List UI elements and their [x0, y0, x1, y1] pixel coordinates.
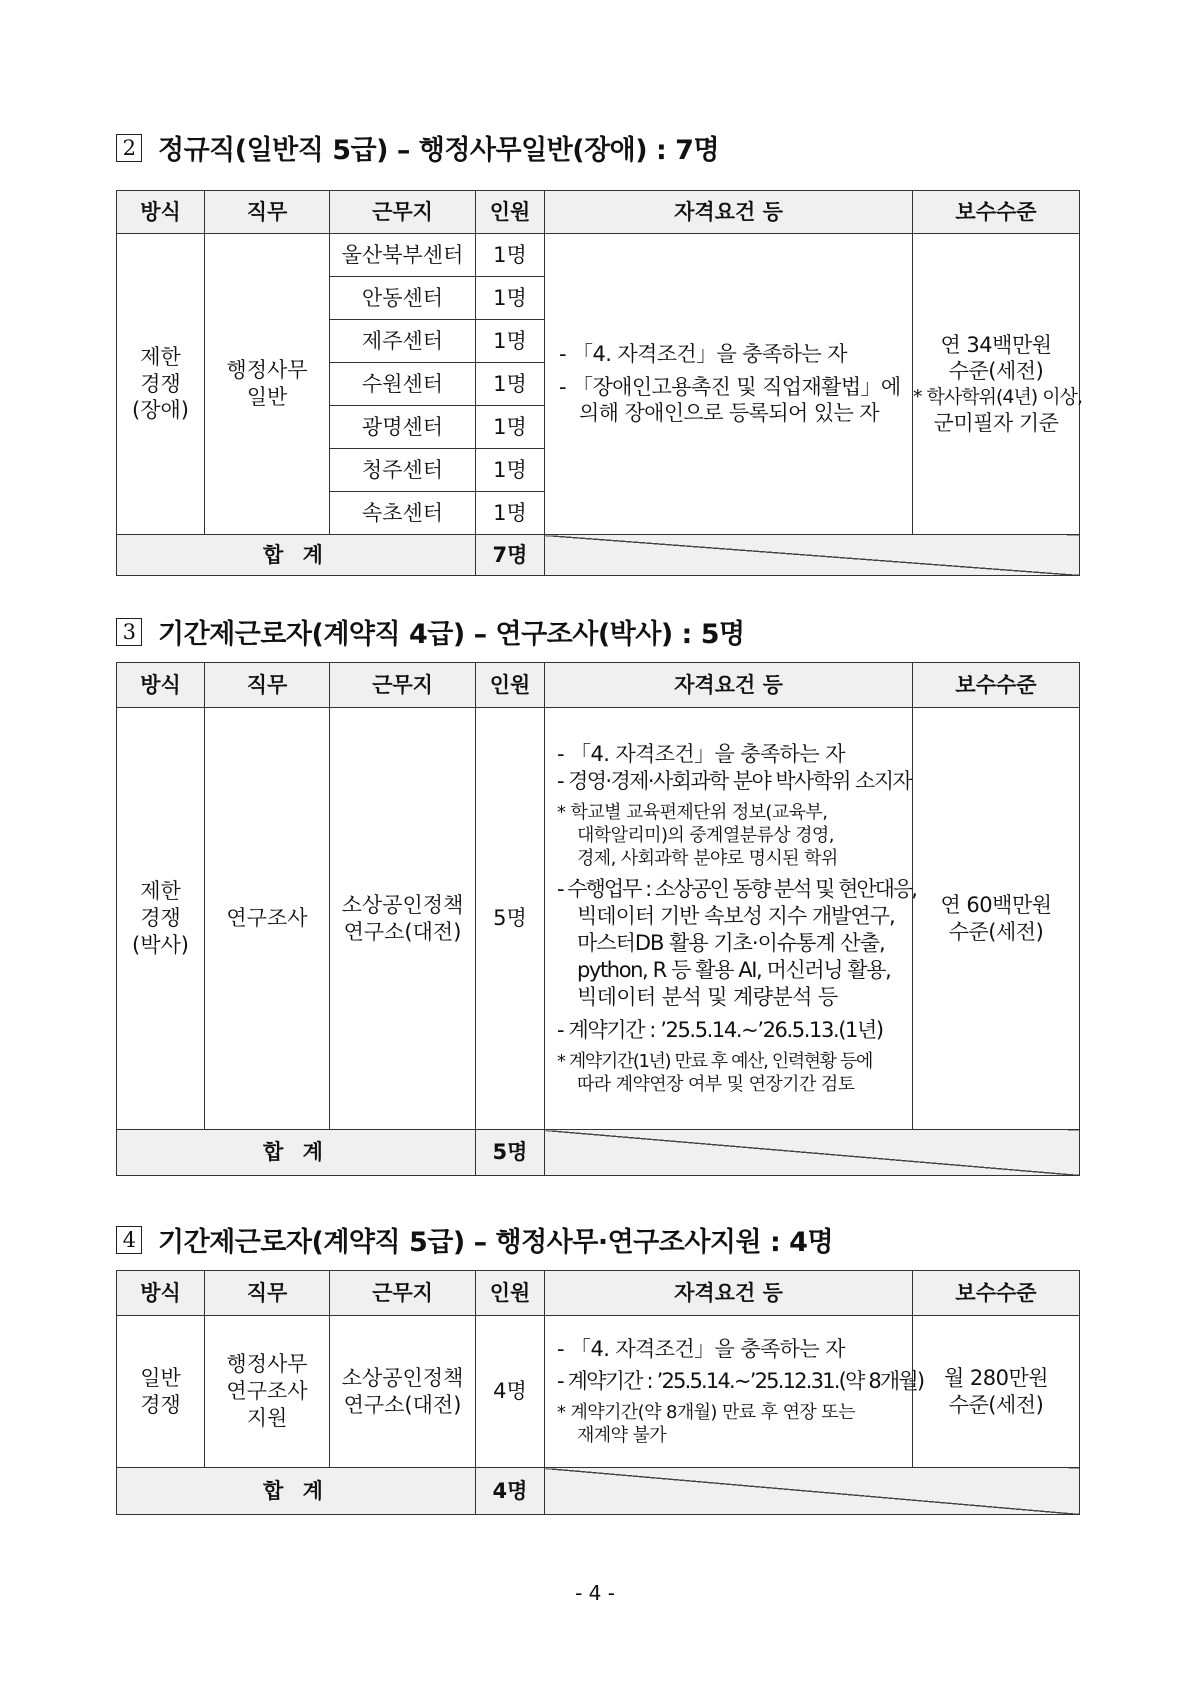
- duty-line: python, R 등 활용 AI, 머신러닝 활용,: [577, 957, 891, 982]
- job-cell: 연구조사: [205, 708, 330, 1130]
- pay-cell: [913, 708, 1080, 1130]
- section-number-box: 3: [116, 618, 142, 646]
- pay-cell: [913, 234, 1083, 535]
- total-value: 4명: [476, 1468, 545, 1515]
- requirement-line: - 경영·경제·사회과학 분야 박사학위 소지자: [557, 769, 912, 794]
- count-cell: 1명: [476, 277, 545, 320]
- requirement-line: - 「4. 자격조건」을 충족하는 자: [557, 1336, 845, 1361]
- section-title-text: 정규직(일반직 5급) – 행정사무일반(장애) : 7명: [158, 135, 720, 166]
- table-header-row: [117, 1271, 1080, 1316]
- total-label: 합 계: [117, 1468, 476, 1515]
- total-label: 합 계: [117, 535, 476, 576]
- count-cell: 1명: [476, 492, 545, 535]
- pay-note: 군미필자 기준: [933, 410, 1059, 435]
- section-3-title: [116, 612, 745, 651]
- header-pay: 보수수준: [913, 191, 1080, 234]
- count-cell: 1명: [476, 363, 545, 406]
- header-job: 직무: [205, 191, 330, 234]
- section-title-text: 기간제근로자(계약직 4급) – 연구조사(박사) : 5명: [158, 619, 745, 650]
- requirement-line: 의해 장애인으로 등록되어 있는 자: [579, 401, 879, 426]
- header-requirements: 자격요건 등: [545, 663, 913, 708]
- method-cell: 일반 경쟁: [117, 1316, 205, 1468]
- job-cell: 행정사무 연구조사 지원: [205, 1316, 330, 1468]
- diagonal-empty-cell: [545, 1468, 1080, 1515]
- requirement-line: - 「4. 자격조건」을 충족하는 자: [559, 341, 847, 366]
- pay-line: 수준(세전): [948, 1392, 1044, 1417]
- pay-note: * 학사학위(4년) 이상,: [913, 386, 1083, 409]
- location-cell: 제주센터: [330, 320, 476, 363]
- total-row: [117, 535, 1080, 576]
- duty-line: 빅데이터 기반 속보성 지수 개발연구,: [577, 904, 895, 929]
- section-number-box: 2: [116, 134, 142, 162]
- duty-line: - 수행업무 : 소상공인 동향 분석 및 현안대응,: [557, 877, 916, 902]
- section-number-box: 4: [116, 1226, 142, 1254]
- duty-line: 마스터DB 활용 기초·이슈통계 산출,: [577, 931, 885, 956]
- header-job: 직무: [205, 1271, 330, 1316]
- total-value: 5명: [476, 1130, 545, 1176]
- note-line: * 계약기간(약 8개월) 만료 후 연장 또는: [557, 1402, 855, 1424]
- method-cell: 제한 경쟁 (박사): [117, 708, 205, 1130]
- header-pay: 보수수준: [913, 1271, 1080, 1316]
- requirement-line: - 「4. 자격조건」을 충족하는 자: [557, 742, 845, 767]
- method-cell: 제한 경쟁 (장애): [117, 234, 205, 535]
- section-3-table: [116, 662, 1080, 1176]
- location-cell: 소상공인정책 연구소(대전): [330, 708, 476, 1130]
- count-cell: 1명: [476, 449, 545, 492]
- requirement-line: - 「장애인고용촉진 및 직업재활법」에: [559, 374, 901, 399]
- diagonal-empty-cell: [545, 1130, 1080, 1176]
- pay-cell: [913, 1316, 1080, 1468]
- header-requirements: 자격요건 등: [545, 1271, 913, 1316]
- location-cell: 수원센터: [330, 363, 476, 406]
- pay-line: 수준(세전): [948, 919, 1044, 944]
- header-requirements: 자격요건 등: [545, 191, 913, 234]
- header-method: 방식: [117, 663, 205, 708]
- header-location: 근무지: [330, 191, 476, 234]
- pay-line: 수준(세전): [948, 359, 1044, 384]
- header-pay: 보수수준: [913, 663, 1080, 708]
- requirements-cell: [545, 708, 916, 1130]
- header-method: 방식: [117, 1271, 205, 1316]
- job-cell: 행정사무 일반: [205, 234, 330, 535]
- header-count: 인원: [476, 191, 545, 234]
- location-cell: 안동센터: [330, 277, 476, 320]
- diagonal-empty-cell: [545, 535, 1080, 576]
- note-line: 경제, 사회과학 분야로 명시된 학위: [577, 848, 838, 870]
- header-method: 방식: [117, 191, 205, 234]
- note-line: 재계약 불가: [577, 1425, 667, 1447]
- location-cell: 소상공인정책 연구소(대전): [330, 1316, 476, 1468]
- section-title-text: 기간제근로자(계약직 5급) – 행정사무·연구조사지원 : 4명: [158, 1227, 834, 1258]
- page-number: - 4 -: [575, 1581, 615, 1605]
- total-value: 7명: [476, 535, 545, 576]
- duty-line: 빅데이터 분석 및 계량분석 등: [577, 984, 838, 1009]
- section-2-table: [116, 190, 1083, 576]
- count-cell: 1명: [476, 320, 545, 363]
- location-cell: 청주센터: [330, 449, 476, 492]
- pay-line: 연 60백만원: [940, 892, 1052, 917]
- total-row: [117, 1130, 1080, 1176]
- total-label: 합 계: [117, 1130, 476, 1176]
- table-header-row: [117, 191, 1080, 234]
- location-cell: 광명센터: [330, 406, 476, 449]
- location-cell: 울산북부센터: [330, 234, 476, 277]
- requirements-cell: [545, 1316, 924, 1468]
- note-line: 따라 계약연장 여부 및 연장기간 검토: [577, 1073, 855, 1095]
- section-4-table: [116, 1270, 1080, 1515]
- section-4-title: [116, 1220, 833, 1259]
- contract-period: - 계약기간 : ’25.5.14.~’26.5.13.(1년): [557, 1017, 883, 1042]
- header-count: 인원: [476, 663, 545, 708]
- note-line: 대학알리미)의 중계열분류상 경영,: [577, 825, 834, 847]
- count-cell: 1명: [476, 234, 545, 277]
- table-row: [117, 708, 1080, 1130]
- pay-line: 월 280만원: [943, 1365, 1049, 1390]
- section-2-title: [116, 128, 719, 167]
- count-cell: 4명: [476, 1316, 545, 1468]
- table-header-row: [117, 663, 1080, 708]
- total-row: [117, 1468, 1080, 1515]
- header-location: 근무지: [330, 1271, 476, 1316]
- table-row: [117, 1316, 1080, 1468]
- header-location: 근무지: [330, 663, 476, 708]
- location-cell: 속초센터: [330, 492, 476, 535]
- note-line: * 학교별 교육편제단위 정보(교육부,: [557, 802, 828, 824]
- note-line: * 계약기간(1년) 만료 후 예산, 인력현황 등에: [557, 1050, 872, 1072]
- requirements-cell: [545, 234, 913, 535]
- header-job: 직무: [205, 663, 330, 708]
- header-count: 인원: [476, 1271, 545, 1316]
- count-cell: 5명: [476, 708, 545, 1130]
- table-row: [117, 234, 1080, 277]
- count-cell: 1명: [476, 406, 545, 449]
- pay-line: 연 34백만원: [940, 332, 1052, 357]
- contract-period: - 계약기간 : ’25.5.14.~’25.12.31.(약 8개월): [557, 1369, 924, 1394]
